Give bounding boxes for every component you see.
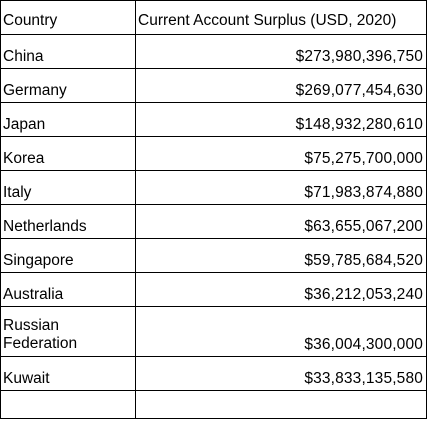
table-row-empty [1, 391, 427, 419]
table-row [1, 35, 427, 69]
table-row [1, 205, 427, 239]
country-cell: Kuwait [1, 357, 136, 391]
table-row [1, 307, 427, 357]
surplus-value-cell: $75,275,700,000 [136, 137, 427, 171]
surplus-value-cell: $63,655,067,200 [136, 205, 427, 239]
surplus-value-cell [136, 391, 427, 419]
country-cell: Singapore [1, 239, 136, 273]
surplus-value-cell: $273,980,396,750 [136, 35, 427, 69]
table-row [1, 171, 427, 205]
country-cell: Korea [1, 137, 136, 171]
surplus-value-cell: $71,983,874,880 [136, 171, 427, 205]
table-header-row [1, 1, 427, 35]
country-cell [1, 391, 136, 419]
table-row [1, 69, 427, 103]
table-row [1, 239, 427, 273]
column-header-surplus: Current Account Surplus (USD, 2020) [136, 1, 427, 35]
surplus-value-cell: $59,785,684,520 [136, 239, 427, 273]
surplus-value-cell: $36,212,053,240 [136, 273, 427, 307]
country-cell: Italy [1, 171, 136, 205]
surplus-value-cell: $269,077,454,630 [136, 69, 427, 103]
surplus-value-cell: $148,932,280,610 [136, 103, 427, 137]
country-cell: Japan [1, 103, 136, 137]
country-cell: Australia [1, 273, 136, 307]
table-row [1, 357, 427, 391]
country-cell: Russian Federation [1, 307, 136, 357]
table-row [1, 273, 427, 307]
country-cell: Germany [1, 69, 136, 103]
column-header-country: Country [1, 1, 136, 35]
table-row [1, 103, 427, 137]
country-cell: China [1, 35, 136, 69]
surplus-value-cell: $33,833,135,580 [136, 357, 427, 391]
country-cell: Netherlands [1, 205, 136, 239]
table-row [1, 137, 427, 171]
surplus-value-cell: $36,004,300,000 [136, 307, 427, 357]
